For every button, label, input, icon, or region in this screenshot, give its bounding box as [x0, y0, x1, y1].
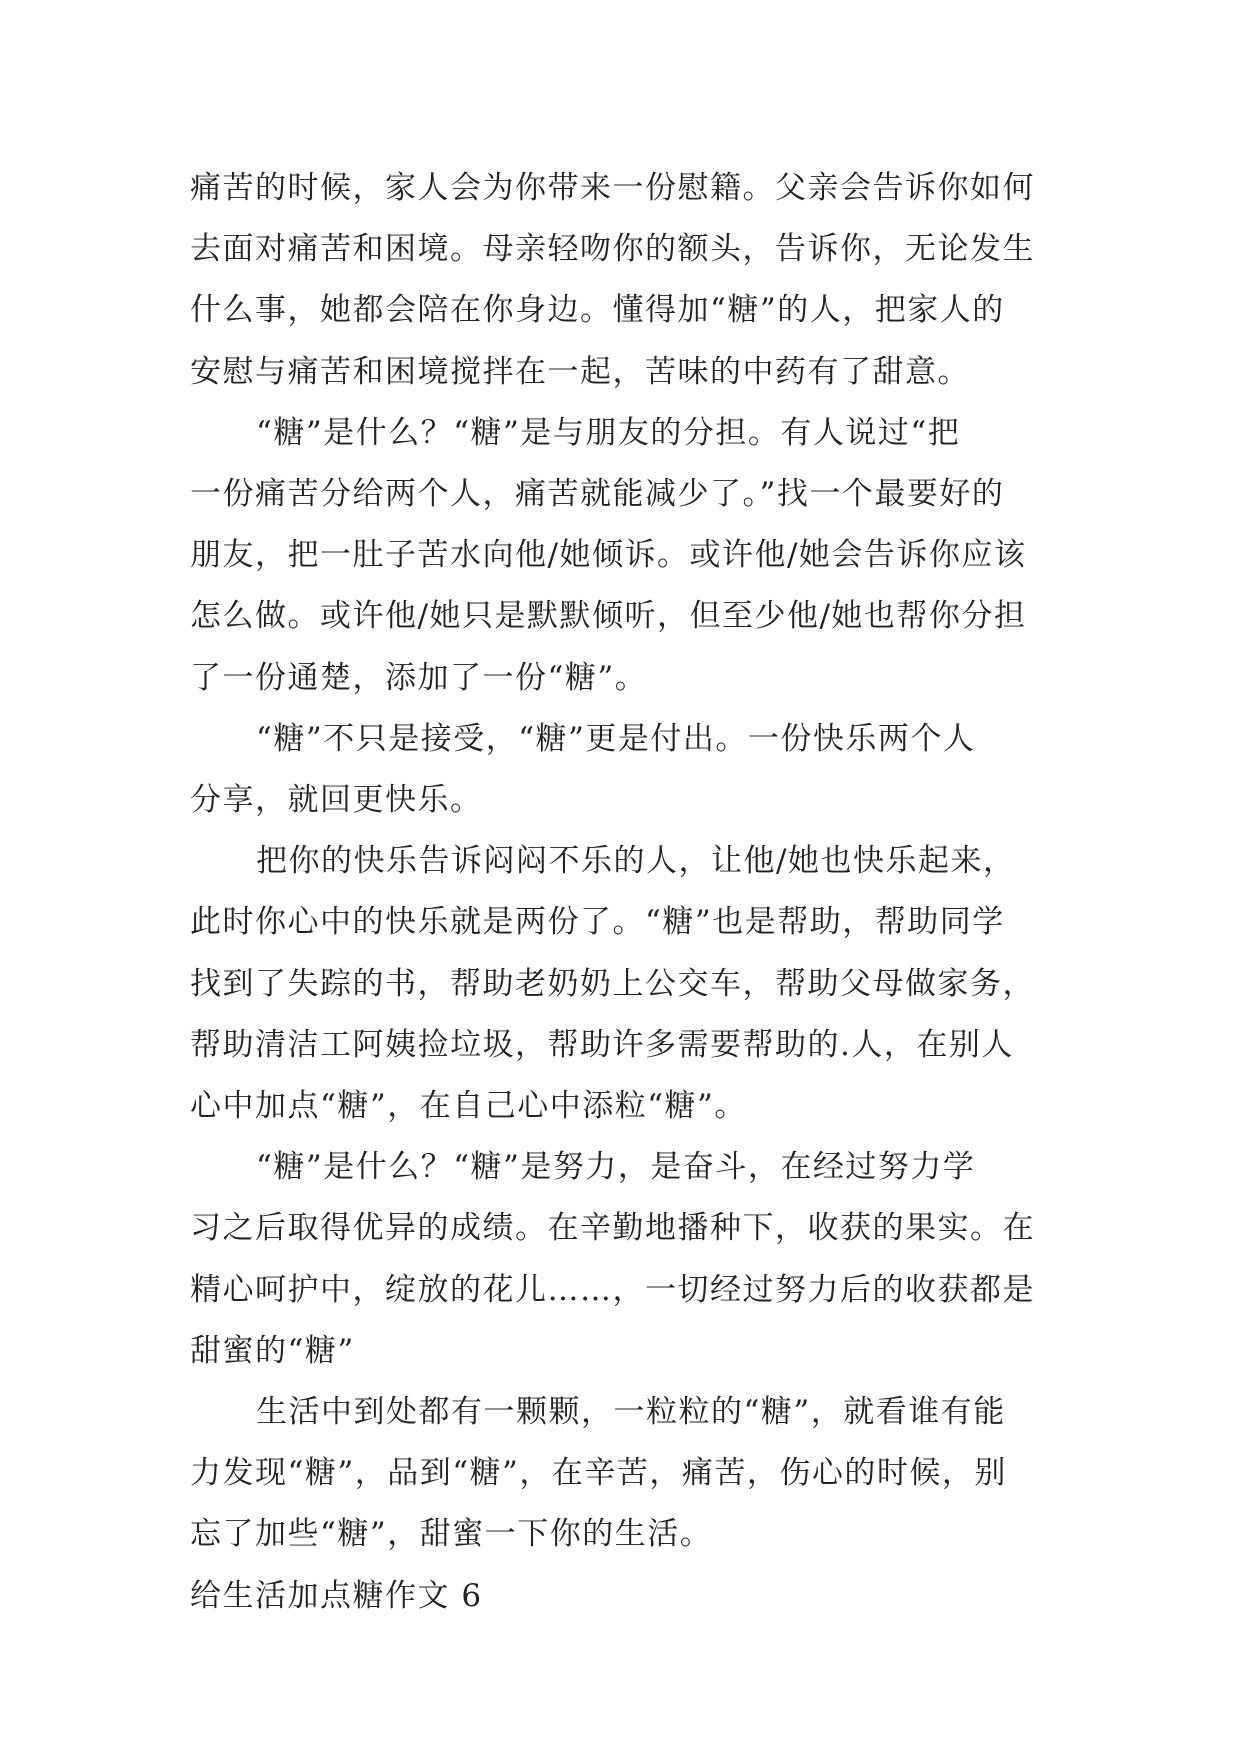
- text-line: 安慰与痛苦和困境搅拌在一起，苦味的中药有了甜意。: [190, 353, 970, 390]
- text-line: 力发现“糖”，品到“糖”，在辛苦，痛苦，伤心的时候，别: [190, 1455, 1007, 1492]
- essay-body: [190, 158, 1070, 1627]
- text-line: 一份痛苦分给两个人，痛苦就能减少了。”找一个最要好的: [190, 476, 1005, 513]
- text-line: 此时你心中的快乐就是两份了。“糖”也是帮助，帮助同学: [190, 904, 1005, 941]
- text-line: 找到了失踪的书，帮助老奶奶上公交车，帮助父母做家务，: [190, 965, 1035, 1002]
- text-line: “糖”是什么？“糖”是努力，是奋斗，在经过努力学: [256, 1149, 976, 1186]
- text-line: 甜蜜的“糖”: [190, 1332, 355, 1369]
- text-line: 帮助清洁工阿姨捡垃圾，帮助许多需要帮助的.人，在别人: [190, 1026, 1014, 1063]
- text-line: “糖”不只是接受，“糖”更是付出。一份快乐两个人: [256, 720, 976, 757]
- text-line: 了一份通楚，添加了一份“糖”。: [190, 659, 648, 696]
- text-line: 怎么做。或许他/她只是默默倾听，但至少他/她也帮你分担: [190, 598, 1027, 635]
- text-line: 什么事，她都会陪在你身边。懂得加“糖”的人，把家人的: [190, 292, 1005, 329]
- text-line: 精心呵护中，绽放的花儿……，一切经过努力后的收获都是: [190, 1271, 1035, 1308]
- text-line: 生活中到处都有一颗颗，一粒粒的“糖”，就看谁有能: [256, 1394, 1006, 1431]
- text-line: 朋友，把一肚子苦水向他/她倾诉。或许他/她会告诉你应该: [190, 537, 1027, 574]
- text-line: 痛苦的时候，家人会为你带来一份慰籍。父亲会告诉你如何: [190, 170, 1035, 206]
- text-line: “糖”是什么？“糖”是与朋友的分担。有人说过“把: [256, 414, 961, 451]
- text-line: 心中加点“糖”，在自己心中添粒“糖”。: [190, 1088, 747, 1125]
- section-heading: 给生活加点糖作文 6: [190, 1577, 483, 1614]
- text-line: 把你的快乐告诉闷闷不乐的人，让他/她也快乐起来，: [256, 843, 1016, 880]
- text-line: 习之后取得优异的成绩。在辛勤地播种下，收获的果实。在: [190, 1210, 1035, 1247]
- text-line: 忘了加些“糖”，甜蜜一下你的生活。: [190, 1516, 713, 1553]
- text-line: 分享，就回更快乐。: [190, 782, 483, 819]
- text-line: 去面对痛苦和困境。母亲轻吻你的额头，告诉你，无论发生: [190, 231, 1035, 268]
